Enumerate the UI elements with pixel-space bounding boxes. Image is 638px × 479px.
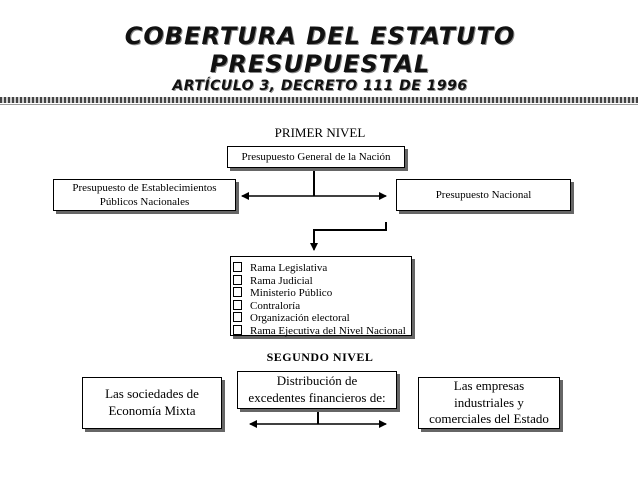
title-line-2: PRESUPUESTAL [209, 50, 431, 78]
segundo-nivel-heading: SEGUNDO NIVEL [266, 350, 374, 364]
empresas-line-3: comerciales del Estado [429, 411, 549, 427]
list-item: Rama Ejecutiva del Nivel Nacional [231, 325, 411, 338]
elbow-line [314, 222, 386, 246]
presupuesto-nacional-label: Presupuesto Nacional [435, 188, 532, 201]
presupuesto-nacional-box [396, 179, 571, 211]
list-item: Organización electoral [231, 312, 411, 325]
presupuesto-general-label: Presupuesto General de la Nación [241, 150, 391, 163]
primer-nivel-heading: PRIMER NIVEL [274, 125, 366, 140]
sociedades-economia-mixta-box [82, 377, 222, 429]
list-item: Contraloría [231, 300, 411, 313]
establecimientos-line-2: Públicos Nacionales [99, 196, 190, 208]
distribucion-line-1: Distribución de [276, 373, 358, 389]
empresas-industriales-box [418, 377, 560, 429]
distribucion-excedentes-box [237, 371, 397, 409]
establecimientos-line-1: Presupuesto de Establecimientos [72, 181, 217, 194]
checkbox-icon [233, 262, 242, 272]
list-item: Ministerio Público [231, 287, 411, 300]
empresas-line-1: Las empresas [453, 377, 525, 393]
presupuesto-general-box [227, 146, 405, 168]
establecimientos-publicos-box [53, 179, 236, 211]
subtitle: ARTÍCULO 3, DECRETO 111 DE 1996 [172, 78, 468, 94]
empresas-line-2: industriales y [454, 394, 524, 410]
sociedades-line-1: Las sociedades de [105, 386, 199, 402]
sociedades-line-2: Economía Mixta [108, 403, 196, 418]
checkbox-icon [233, 275, 242, 285]
checkbox-icon [233, 312, 242, 322]
checkbox-icon [233, 287, 242, 297]
checkbox-icon [233, 300, 242, 310]
list-item: Rama Judicial [231, 275, 411, 288]
distribucion-line-2: excedentes financieros de: [248, 390, 386, 405]
title-line-1: COBERTURA DEL ESTATUTO [124, 22, 516, 50]
branches-list-box [230, 256, 412, 336]
list-item: Rama Legislativa [231, 262, 411, 275]
checkbox-icon [233, 325, 242, 335]
